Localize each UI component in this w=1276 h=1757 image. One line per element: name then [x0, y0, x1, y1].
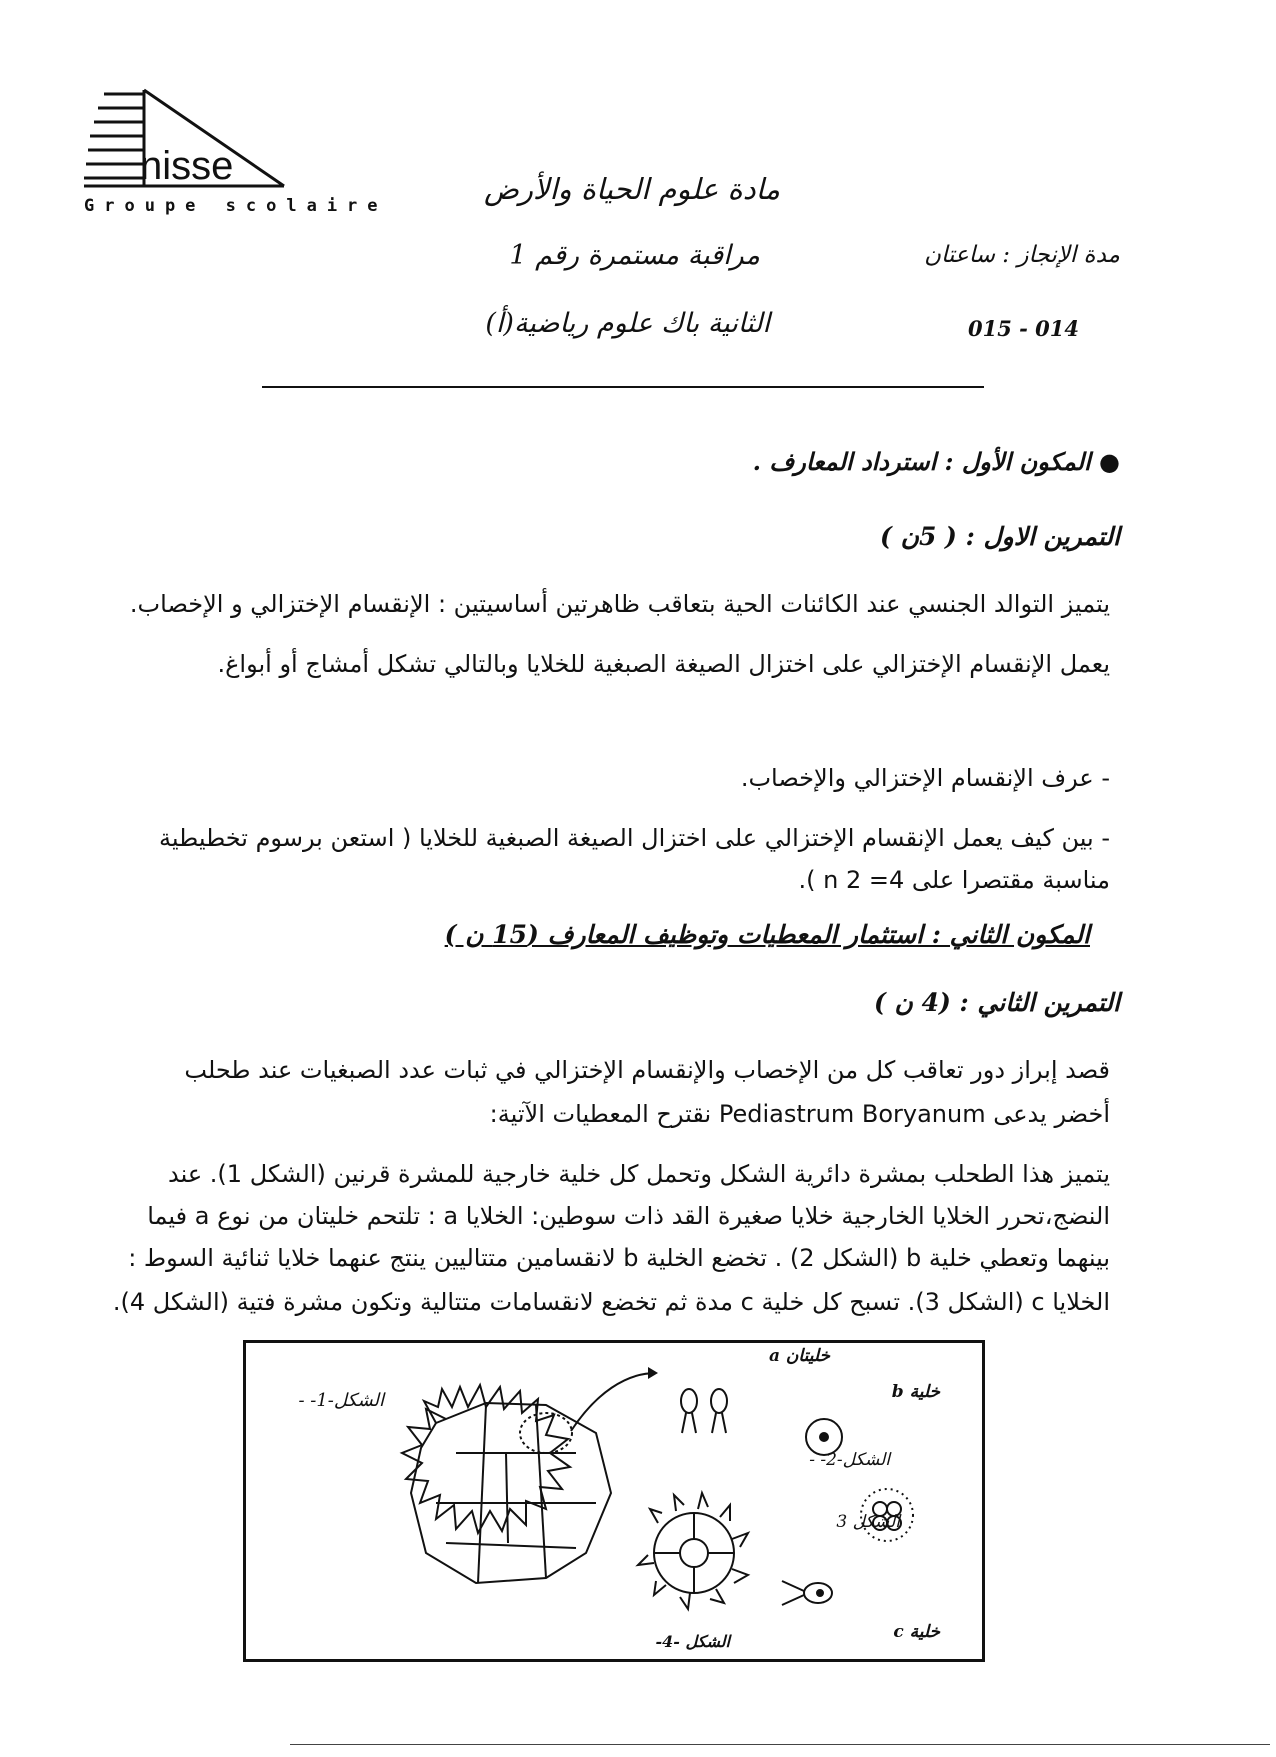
paragraph: يتميز التوالد الجنسي عند الكائنات الحية بتعاقب ظاهرتين أساسيتين : الإنقسام الإختزالي و الإخصاب. — [129, 590, 1110, 618]
young-colony-drawing — [638, 1493, 748, 1609]
exam-title: مراقبة مستمرة رقم 1 — [509, 240, 760, 271]
fig2-label: الشكل-2- - — [809, 1450, 890, 1470]
colony-drawing-fig1 — [402, 1385, 611, 1583]
arrow-head — [648, 1367, 658, 1379]
cell-c-drawing — [782, 1581, 832, 1605]
part2-title: المكون الثاني : استثمار المعطيات وتوظيف المعارف (15 ن ) — [444, 920, 1090, 949]
fig1-label: الشكل-1- - — [298, 1390, 384, 1411]
cells-a-label: خليتان a — [769, 1346, 830, 1366]
cells-a-drawing — [681, 1389, 727, 1433]
logo-name: nisse — [140, 144, 234, 188]
exercise1-title: التمرين الاول : ( 5ن ) — [880, 522, 1120, 551]
question: - بين كيف يعمل الإنقسام الإختزالي على اختزال الصيغة الصبغية للخلايا ( استعن برسوم تخطيطية — [159, 824, 1110, 852]
paragraph: قصد إبراز دور تعاقب كل من الإخصاب والإنقسام الإختزالي في ثبات عدد الصبغيات عند طحلب — [184, 1056, 1110, 1084]
fig4-label: الشكل -4- — [655, 1632, 730, 1651]
question: مناسبة مقتصرا على 4= 2 n ). — [798, 866, 1110, 894]
bullet-icon: ● — [1090, 447, 1120, 476]
paragraph: بينهما وتعطي خلية b (الشكل 2) . تخضع الخلية b لانقسامين متتاليين ينتج عنهما خلايا ثنائية السوط : — [128, 1244, 1110, 1272]
paragraph: الخلايا c (الشكل 3). تسبح كل خلية c مدة ثم تخضع لانقسامات متتالية وتكون مشرة فتية (الشكل 4). — [112, 1288, 1110, 1316]
header-divider — [262, 386, 984, 388]
paragraph: يعمل الإنقسام الإختزالي على اختزال الصيغة الصبغية للخلايا وبالتالي تشكل أمشاج أو أبواغ. — [217, 650, 1110, 678]
part1-title-text: المكون الأول : استرداد المعارف . — [752, 447, 1091, 476]
exercise2-title: التمرين الثاني : (4 ن ) — [873, 988, 1120, 1017]
cell-b-label: خلية b — [891, 1382, 940, 1402]
arrow-to-cells-a — [571, 1373, 656, 1431]
paragraph: يتميز هذا الطحلب بمشرة دائرية الشكل وتحمل كل خلية خارجية للمشرة قرنين (الشكل 1). عند — [168, 1160, 1110, 1188]
paragraph: أخضر يدعى Pediastrum Boryanum نقترح المعطيات الآتية: — [489, 1100, 1110, 1128]
class-level: الثانية باك علوم رياضية(أ) — [485, 308, 770, 339]
fig3-label: الشكل 3 — [836, 1512, 900, 1532]
question: - عرف الإنقسام الإختزالي والإخصاب. — [740, 764, 1110, 792]
part1-title — [640, 447, 1120, 476]
paragraph: النضج،تحرر الخلايا الخارجية خلايا صغيرة القد ذات سوطين: الخلايا a : تلتحم خليتان من نوع a فيما — [147, 1202, 1110, 1230]
school-year: 015 - 014 — [968, 316, 1080, 341]
cell-c-label: خلية c — [893, 1622, 940, 1642]
subject-title: مادة علوم الحياة والأرض — [483, 172, 780, 206]
duration: مدة الإنجاز : ساعتان — [924, 242, 1120, 268]
logo-subtitle: Groupe scolaire — [84, 196, 388, 216]
footer-divider — [290, 1744, 1270, 1745]
